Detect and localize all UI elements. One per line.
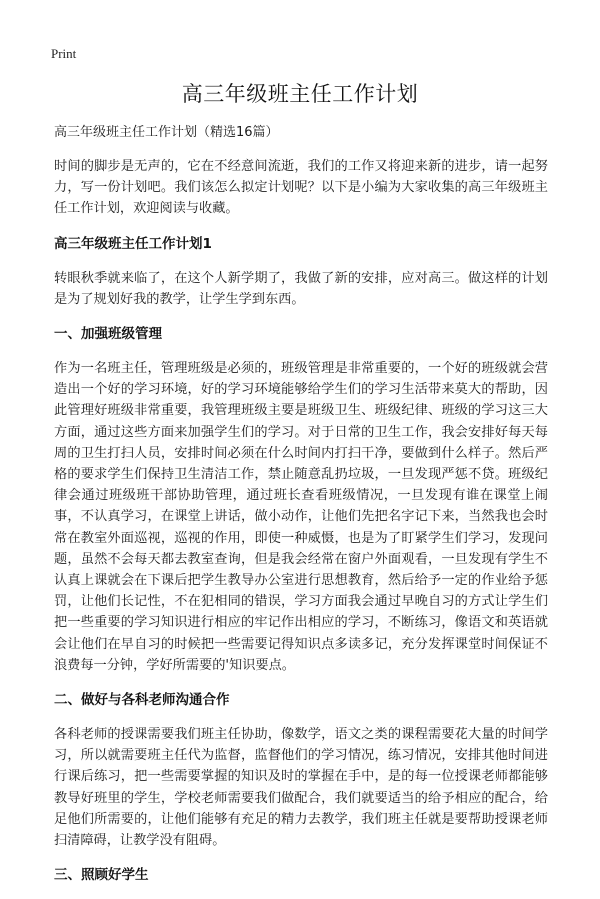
section-heading-teacher-cooperation: 二、做好与各科老师沟通合作 xyxy=(54,692,230,709)
plan-heading: 高三年级班主任工作计划1 xyxy=(54,235,212,252)
section-paragraph-class-management: 作为一名班主任，管理班级是必须的，班级管理是非常重要的，一个好的班级就会营造出一个好的学习环境，好的学习环境能够给学生们的学习生活带来莫大的帮助，因此管理好班级非常重要，我管理班级主要是班级卫生、班级纪律、班级的学习这三大方面，通过这些方面来加强学生们的学习。对于日常的卫生工作，我会安排好每天每周的卫生打扫人员，安排时间必须在什么时间内打扫干净，要做到什么样子。然后严格的要求学生们保持卫生清洁工作，禁止随意乱扔垃圾，一旦发现严惩不贷。班级纪律会通过班级班干部协助管理，通过班长查看班级情况，一旦发现有谁在课堂上闹事，不认真学习，在课堂上讲话，做小动作，让他们先把名字记下来，当然我也会时常在教室外面巡视，巡视的作用，即使一种威慑，也是为了盯紧学生们学习，发现问题，虽然不会每天都去教室查询，但是我会经常在窗户外面观看，一旦发现有学生不认真上课就会在下课后把学生教导办公室进行思想教育，然后给予一定的作业给予惩罚，让他们长记性，不在犯相同的错误，学习方面我会通过早晚自习的方式让学生们把一些重要的学习知识进行相应的牢记作出相应的学习，不断练习，像语文和英语就会让他们在早自习的时候把一些需要记得知识点多读多记，充分发挥课堂时间保证不浪费每一分钟，学好所需要的'知识要点。 xyxy=(54,361,548,673)
section-heading-class-management: 一、加强班级管理 xyxy=(54,326,162,343)
intro-paragraph: 时间的脚步是无声的，它在不经意间流逝，我们的工作又将迎来新的进步，请一起努力，写一份计划吧。我们该怎么拟定计划呢？以下是小编为大家收集的高三年级班主任工作计划，欢迎阅读与收藏。 xyxy=(54,159,548,217)
section-heading-student-care: 三、照顾好学生 xyxy=(54,867,149,884)
print-link[interactable]: Print xyxy=(51,46,77,61)
document-subtitle: 高三年级班主任工作计划（精选16篇） xyxy=(54,125,279,140)
page-title: 高三年级班主任工作计划 xyxy=(181,82,419,106)
document-content xyxy=(54,124,548,899)
section-paragraph-teacher-cooperation: 各科老师的授课需要我们班主任协助，像数学，语文之类的课程需要花大量的时间学习，所以就需要班主任代为监督，监督他们的学习情况，练习情况，安排其他时间进行课后练习，把一些需要掌握的知识及时的掌握在手中，是的每一位授课老师都能够教导好班里的学生，学校老师需要我们做配合，我们就要适当的给予相应的配合，给足他们所需要的，让他们能够有充足的精力去教学，我们班主任就是要帮助授课老师扫清障碍，让教学没有阻碍。 xyxy=(54,727,548,849)
plan-intro-paragraph: 转眼秋季就来临了，在这个人新学期了，我做了新的安排，应对高三。做这样的计划是为了规划好我的教学，让学生学到东西。 xyxy=(54,270,548,307)
